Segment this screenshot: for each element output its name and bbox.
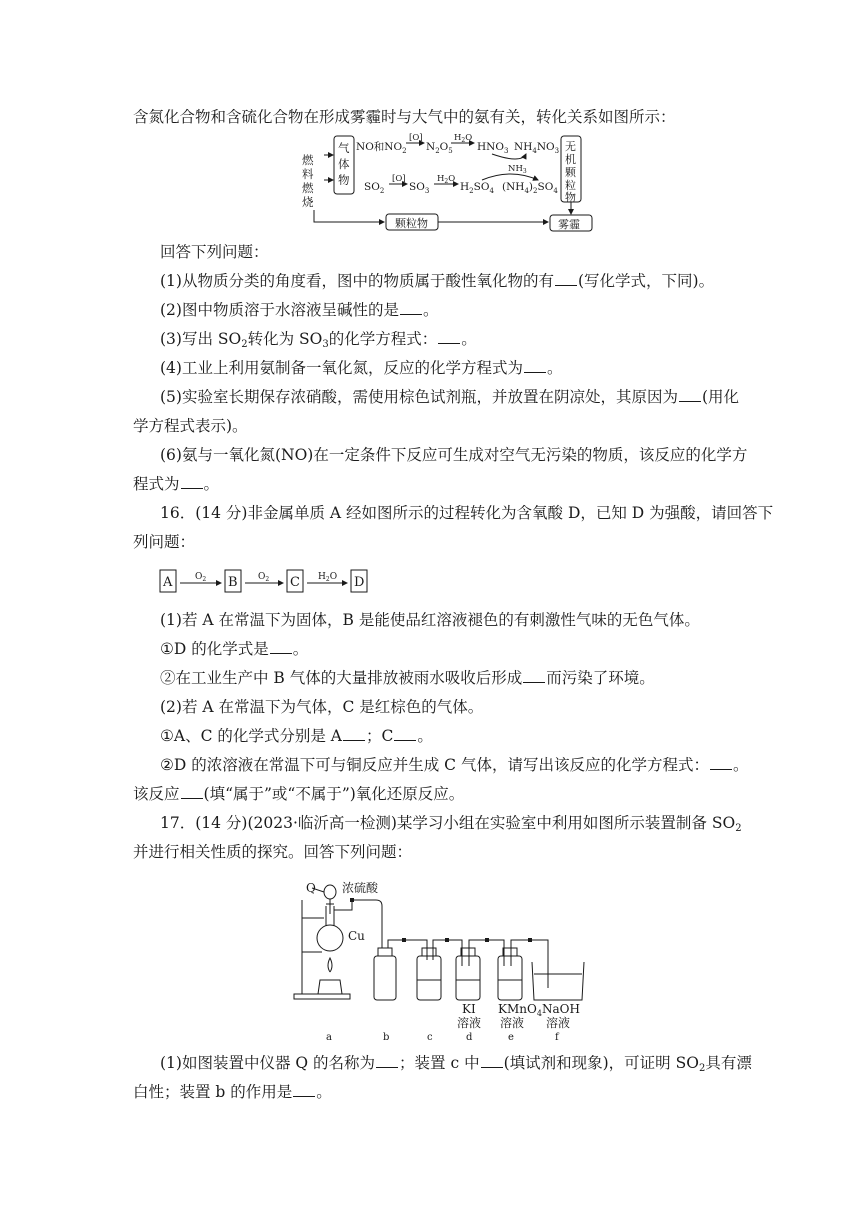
q15-part1: (1)从物质分类的角度看，图中的物质属于酸性氧化物的有 (写化学式，下同)。 bbox=[160, 272, 715, 290]
label-apparatus-c: c bbox=[427, 1032, 433, 1040]
label-a: A bbox=[163, 575, 173, 590]
ki-label: KI bbox=[462, 1002, 476, 1016]
svg-text:SO3: $SO_3$ bbox=[409, 181, 430, 195]
label-d: D bbox=[354, 575, 365, 590]
label-apparatus-b: b bbox=[383, 1032, 390, 1040]
q15-part2: (2)图中物质溶于水溶液呈碱性的是 。 bbox=[160, 301, 439, 319]
haze-conversion-diagram bbox=[296, 130, 596, 235]
fuel-char-4: 烧 bbox=[302, 195, 314, 209]
hno3-label: HNO bbox=[477, 141, 504, 153]
copper-label: Cu bbox=[348, 929, 365, 943]
q16-case2: (2)若 A 在常温下为气体，C 是红棕色的气体。 bbox=[160, 698, 484, 716]
q16-case2-b: ②D 的浓溶液在常温下可与铜反应并生成 C 气体，请写出该反应的化学方程式： 。 bbox=[160, 756, 749, 774]
kmno4-solution-label: 溶液 bbox=[500, 1016, 525, 1030]
naoh-solution-label: 溶液 bbox=[546, 1016, 571, 1030]
label-apparatus-a: a bbox=[326, 1032, 332, 1040]
gas-char-2: 体 bbox=[338, 157, 350, 171]
svg-text:NO和NO2: NO和$NO_2$ bbox=[356, 141, 407, 155]
q16-case1: (1)若 A 在常温下为固体，B 是能使品红溶液褪色的有刺激性气味的无色气体。 bbox=[160, 611, 700, 629]
label-apparatus-d: d bbox=[466, 1032, 473, 1040]
inorganic-char-1: 无 bbox=[565, 140, 576, 153]
particles-label: 颗粒物 bbox=[395, 217, 428, 230]
gas-char-3: 物 bbox=[338, 173, 350, 187]
fuel-char-1: 燃 bbox=[302, 153, 314, 167]
gas-char-1: 气 bbox=[338, 141, 350, 155]
q17-heading-cont: 并进行相关性质的探究。回答下列问题： bbox=[133, 843, 413, 861]
q15-part5-cont: 学方程式表示)。 bbox=[133, 417, 248, 435]
ammonia-label: NH bbox=[508, 164, 523, 174]
so3-label: SO bbox=[409, 181, 425, 193]
so2-label: SO bbox=[364, 181, 380, 193]
svg-text:H2O: $H_2O$ bbox=[318, 572, 338, 583]
svg-text:NH4NO3: $NH_4NO_3$ bbox=[514, 141, 560, 155]
svg-text:O2: $O_2$ bbox=[195, 572, 207, 583]
svg-text:N2O5: $N_2O_5$ bbox=[426, 141, 453, 155]
svg-text:NH3: $NH_3$ bbox=[508, 164, 527, 175]
haze-label: 雾霾 bbox=[558, 218, 580, 231]
svg-text:O2: $O_2$ bbox=[258, 572, 270, 583]
funnel-label-q: Q bbox=[306, 881, 316, 895]
inorganic-char-2: 机 bbox=[565, 153, 576, 166]
inorganic-char-5: 物 bbox=[565, 191, 576, 204]
naoh-label: NaOH bbox=[542, 1002, 580, 1016]
water-label-q16: H bbox=[318, 572, 326, 582]
q15-part3: (3)写出 $SO_2$转化为 $SO_3$的化学方程式： 。 bbox=[160, 330, 477, 350]
oxygen-label-2: O bbox=[258, 572, 266, 582]
svg-text:KMnO4: KMnO$_4$ bbox=[498, 1002, 542, 1018]
q15-part5: (5)实验室长期保存浓硝酸，需使用棕色试剂瓶，并放置在阴凉处，其原因为 (用化 bbox=[160, 388, 740, 406]
q16-case2-a: ①A、C 的化学式分别是 A ；C 。 bbox=[160, 727, 433, 745]
water-label-2: H bbox=[437, 174, 445, 184]
q16-flow-diagram bbox=[158, 566, 370, 596]
svg-text:H2O: $H_2O$ bbox=[454, 133, 473, 144]
ammonium-sulfate-label: (NH bbox=[502, 181, 525, 193]
svg-text:HNO3: $HNO_3$ bbox=[477, 141, 509, 155]
nh4no3-label: NH bbox=[514, 141, 533, 153]
q16-case1-b: ②在工业生产中 B 气体的大量排放被雨水吸收后形成 而污染了环境。 bbox=[160, 669, 655, 687]
intro-text: 含氮化合物和含硫化合物在形成雾霾时与大气中的氨有关，转化关系如图所示： bbox=[133, 108, 676, 126]
q16-heading-cont: 列问题： bbox=[133, 533, 196, 551]
label-b: B bbox=[228, 575, 238, 590]
q15-part4: (4)工业上利用氨制备一氧化氮，反应的化学方程式为 。 bbox=[160, 359, 563, 377]
svg-text:SO2: $SO_2$ bbox=[364, 181, 385, 195]
h2so4-label: H bbox=[460, 181, 470, 193]
oxygen-label-1: O bbox=[195, 572, 203, 582]
oxidant-label-2: [O] bbox=[392, 174, 406, 184]
fuel-char-2: 料 bbox=[302, 167, 314, 181]
label-c: C bbox=[290, 575, 300, 590]
fuel-char-3: 燃 bbox=[302, 181, 314, 195]
kmno4-label: KMnO bbox=[498, 1002, 537, 1016]
concentrated-acid-label: 浓硫酸 bbox=[342, 881, 379, 895]
svg-text:(NH4)2SO4: $(NH_4)_2SO_4$ bbox=[502, 181, 558, 195]
q15-part6-cont: 程式为 。 bbox=[133, 475, 220, 493]
label-apparatus-e: e bbox=[508, 1032, 514, 1040]
no-no2-label: NO和NO bbox=[356, 141, 403, 153]
oxidant-label-1: [O] bbox=[409, 133, 423, 143]
inorganic-char-4: 粒 bbox=[565, 179, 576, 192]
label-apparatus-f: f bbox=[555, 1032, 559, 1040]
n2o5-label: N bbox=[426, 141, 436, 153]
inorganic-char-3: 颗 bbox=[565, 166, 576, 179]
ki-solution-label: 溶液 bbox=[457, 1016, 482, 1030]
apparatus-diagram bbox=[292, 870, 602, 1040]
q15-part6: (6)氨与一氧化氮(NO)在一定条件下反应可生成对空气无污染的物质，该反应的化学方 bbox=[160, 446, 748, 464]
q17-part1: (1)如图装置中仪器 Q 的名称为 ；装置 c 中 (填试剂和现象)，可证明 $SO_2$具有漂 bbox=[160, 1054, 752, 1074]
water-label-1: H bbox=[454, 133, 462, 143]
q16-case2-c: 该反应 (填“属于”或“不属于”)氧化还原反应。 bbox=[133, 785, 465, 803]
q17-heading: 17．(14 分)(2023·临沂高一检测)某学习小组在实验室中利用如图所示装置制备 $SO_2$ bbox=[160, 814, 742, 834]
q16-case1-a: ①D 的化学式是 。 bbox=[160, 640, 309, 658]
svg-text:H2O: $H_2O$ bbox=[437, 174, 456, 185]
q17-part1-cont: 白性；装置 b 的作用是 。 bbox=[133, 1083, 332, 1101]
svg-text:H2SO4: $H_2SO_4$ bbox=[460, 181, 494, 195]
q15-prompt: 回答下列问题： bbox=[160, 243, 269, 261]
q16-heading: 16．(14 分)非金属单质 A 经如图所示的过程转化为含氧酸 D，已知 D 为强酸，请回答下 bbox=[160, 504, 774, 522]
